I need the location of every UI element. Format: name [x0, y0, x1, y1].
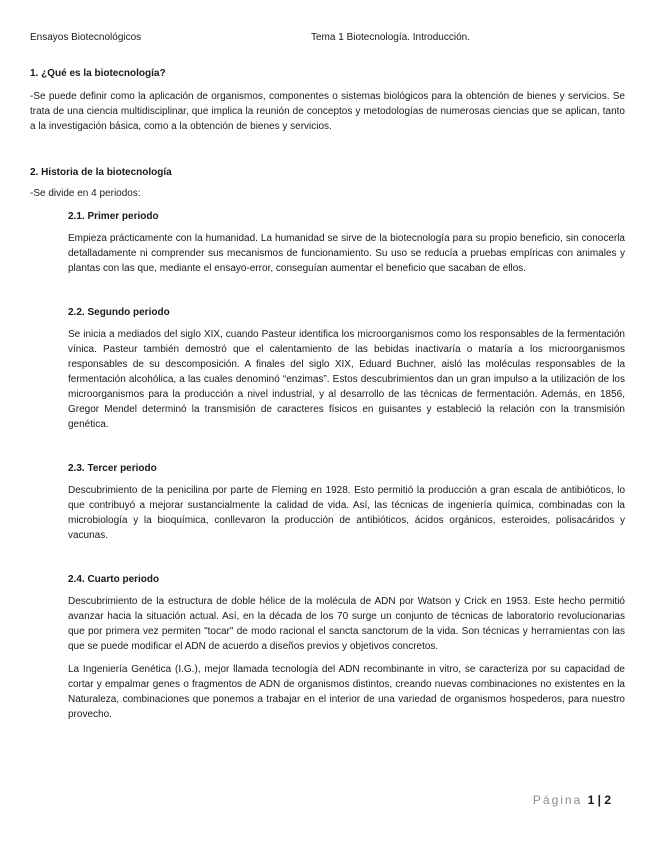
- period-3-paragraph: Descubrimiento de la penicilina por parte de Fleming en 1928. Esto permitió la producción a gran escala de antibióticos, lo que contribuyó a mejorar sustancialmente la calidad de vida. Así, las técnicas de ingeniería química, combinadas con la microbiología y la bioquímica, conllevaron la producción de antibióticos, ácidos orgánicos, esteroides, polisacáridos y vacunas.: [68, 485, 625, 541]
- period-3-title: 2.3. Tercer periodo: [68, 463, 157, 474]
- page-label: Página: [532, 793, 583, 807]
- header-course-title: Ensayos Biotecnológicos: [30, 32, 142, 43]
- page-footer: [533, 793, 611, 807]
- period-4-paragraph-2: La Ingeniería Genética (I.G.), mejor llamada tecnología del ADN recombinante in vitro, se caracteriza por su capacidad de cortar y empalmar genes o fragmentos de ADN de organismos distintos, creando nuevas combinaciones no existentes en la Naturaleza, combinaciones que ponemos a trabajar en el interior de una variedad de organismos hospederos, para nuestro provecho.: [68, 664, 625, 720]
- header-topic-title: Tema 1 Biotecnología. Introducción.: [311, 32, 470, 43]
- period-2-paragraph: Se inicia a mediados del siglo XIX, cuando Pasteur identifica los microorganismos como los responsables de la fermentación vínica. Pasteur también demostró que el calentamiento de las bebidas inactivaría o mataría a los microorganismos responsables de su descomposición. A finales del siglo XIX, Eduard Buchner, aisló las moléculas responsables de la fermentación alcohólica, a las cuales denominó “enzimas”. Estos descubrimientos dan un gran impulso a la utilización de los microorganismos para la producción a nivel industrial, y al desarrollo de las técnicas de fermentación. Además, en 1856, Gregor Mendel determinó la transmisión de caracteres físicos en guisantes y estableció la relación con la transmisión genética.: [68, 329, 625, 430]
- period-2: [68, 307, 625, 432]
- period-4-title: 2.4. Cuarto periodo: [68, 574, 160, 585]
- period-1-title: 2.1. Primer periodo: [68, 211, 159, 222]
- page-header: [30, 32, 625, 46]
- period-4: [68, 574, 625, 722]
- period-1: [68, 211, 625, 276]
- page-number: 1 | 2: [587, 793, 611, 807]
- section-2-title: 2. Historia de la biotecnología: [30, 167, 172, 178]
- period-1-paragraph: Empieza prácticamente con la humanidad. La humanidad se sirve de la biotecnología para su propio beneficio, sin conocerla detalladamente ni comprender sus mecanismos de funcionamiento. Su uso se reducía a pruebas empíricas con animales y plantas con las que, mediante el ensayo-error, conseguían aumentar el beneficio que sacaban de ellos.: [68, 233, 625, 274]
- period-3: [68, 463, 625, 543]
- section-2-text: -Se divide en 4 periodos:: [30, 188, 141, 199]
- section-1-title: 1. ¿Qué es la biotecnología?: [30, 68, 166, 79]
- period-4-paragraph-1: Descubrimiento de la estructura de doble hélice de la molécula de ADN por Watson y Crick en 1953. Este hecho permitió avanzar hacia la situación actual. Así, en la década de los 70 surge un conjunto de técnicas de laboratorio revolucionarias que por primera vez permiten "tocar" de modo racional el sancta sanctorum de la vida. Son técnicas y herramientas con las que se puede modificar el ADN de acuerdo a diseños previos y objetivos concretos.: [68, 596, 625, 652]
- period-2-title: 2.2. Segundo periodo: [68, 307, 170, 318]
- section-1-text: -Se puede definir como la aplicación de organismos, componentes o sistemas biológicos para la obtención de bienes y servicios. Se trata de una ciencia multidisciplinar, que implica la reunión de conceptos y metodologías de numerosas ciencias que se aplican, tanto a la investigación básica, como a la obtención de bienes y servicios.: [30, 91, 625, 132]
- document-body: [30, 68, 625, 722]
